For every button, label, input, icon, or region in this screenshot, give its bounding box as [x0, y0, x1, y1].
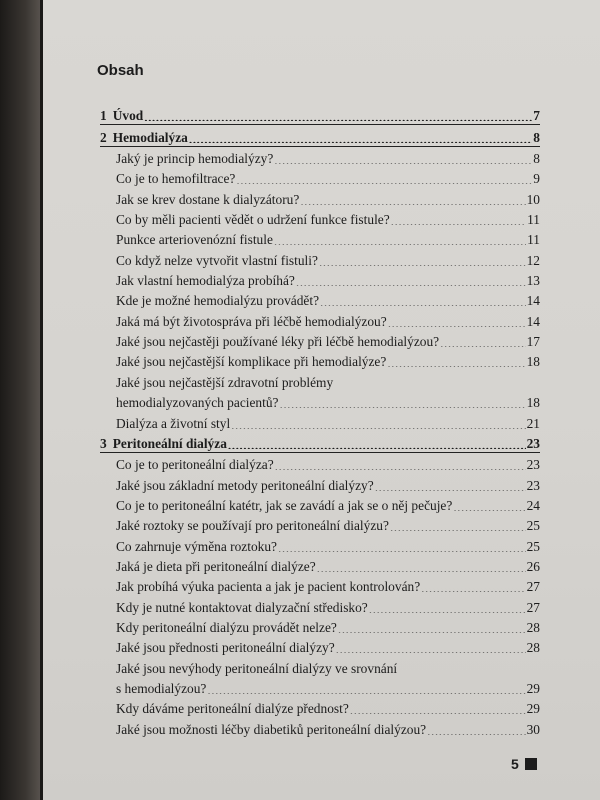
dot-leader: [421, 581, 525, 592]
toc-page-number: 27: [526, 599, 540, 615]
dot-leader: [320, 295, 526, 306]
toc-entry-title: Úvod: [112, 108, 144, 124]
toc-entry-title: Hemodialýza: [112, 129, 188, 145]
toc-entry-title: Jaká je dieta při peritoneální dialýze?: [116, 558, 316, 574]
document-page: [43, 0, 600, 800]
toc-page-number: 12: [526, 252, 540, 268]
toc-entry: [100, 595, 540, 615]
toc-page-number: 26: [526, 558, 540, 574]
toc-page-number: 29: [526, 680, 540, 696]
toc-page-number: 10: [526, 191, 540, 207]
toc-page-number: 21: [526, 415, 540, 431]
toc-entry: [100, 555, 540, 575]
toc-page-number: 25: [526, 518, 540, 534]
toc-entry: [100, 350, 540, 370]
toc-entry: [100, 330, 540, 350]
toc-entry-title: Kdy peritoneální dialýzu provádět nelze?: [116, 619, 337, 635]
toc-entry: [100, 697, 540, 717]
toc-page-number: 27: [526, 579, 540, 595]
toc-entry-title: Jak se krev dostane k dialyzátoru?: [116, 191, 300, 207]
page-title: Obsah: [97, 62, 144, 79]
dot-leader: [388, 316, 526, 327]
toc-entry-title: Jaké roztoky se používají pro peritoneální dialýzu?: [116, 518, 389, 534]
toc-entry: [100, 208, 540, 228]
toc-entry-title: Jaké jsou nejčastěji používané léky při léčbě hemodialýzou?: [116, 334, 440, 350]
dot-leader: [440, 336, 525, 347]
dot-leader: [427, 724, 525, 735]
page-number: 5: [511, 756, 519, 772]
dot-leader: [391, 214, 526, 225]
toc-chapter-entry: [100, 104, 540, 124]
toc-entry-title: Jak vlastní hemodialýza probíhá?: [116, 273, 295, 289]
toc-entry: [100, 636, 540, 656]
toc-page-number: 28: [526, 640, 540, 656]
toc-entry: [100, 534, 540, 554]
dot-leader: [144, 110, 532, 121]
dot-leader: [279, 397, 525, 408]
toc-entry-title: Jaké jsou možnosti léčby diabetiků peritoneální dialýzou?: [116, 721, 427, 737]
toc-entry: [100, 575, 540, 595]
dot-leader: [231, 418, 525, 429]
toc-entry-title: Kdy dáváme peritoneální dialýze přednost?: [116, 701, 349, 717]
toc-entry-title: Co je to hemofiltrace?: [116, 171, 236, 187]
toc-page-number: 24: [526, 497, 540, 513]
toc-entry-title-line: Jaké jsou nevýhody peritoneální dialýzy ve srovnání: [116, 660, 398, 676]
toc-page-number: 9: [533, 171, 540, 187]
toc-entry: [100, 167, 540, 187]
dot-leader: [236, 173, 532, 184]
toc-page-number: 14: [526, 313, 540, 329]
toc-entry: [100, 411, 540, 431]
toc-entry-title: Jaké jsou základní metody peritoneální dialýzy?: [116, 477, 374, 493]
toc-entry: [100, 248, 540, 268]
toc-entry-title: Kde je možné hemodialýzu provádět?: [116, 293, 320, 309]
toc-page-number: 14: [526, 293, 540, 309]
toc-entry-title: Kdy je nutné kontaktovat dialyzační středisko?: [116, 599, 368, 615]
toc-entry-title: Punkce arteriovenózní fistule: [116, 232, 273, 248]
page-footer: [511, 756, 537, 772]
toc-entry: [100, 453, 540, 473]
chapter-number: 1: [100, 108, 107, 124]
toc-entry-title: Jaký je princip hemodialýzy?: [116, 151, 274, 167]
toc-page-number: 25: [526, 538, 540, 554]
toc-entry-title: hemodialyzovaných pacientů?: [116, 395, 279, 411]
toc-entry: [100, 228, 540, 248]
toc-entry: [100, 147, 540, 167]
dot-leader: [274, 153, 532, 164]
toc-entry: [100, 473, 540, 493]
dot-leader: [278, 541, 526, 552]
toc-entry: [100, 187, 540, 207]
toc-page-number: 28: [526, 619, 540, 635]
toc-page-number: 23: [526, 457, 540, 473]
toc-page-number: 18: [526, 395, 540, 411]
toc-entry-title: Co když nelze vytvořit vlastní fistuli?: [116, 252, 318, 268]
toc-entry-title: Co je to peritoneální katétr, jak se zavádí a jak se o něj pečuje?: [116, 497, 453, 513]
dot-leader: [228, 438, 526, 449]
toc-page-number: 17: [526, 334, 540, 350]
dot-leader: [275, 459, 526, 470]
dot-leader: [375, 480, 526, 491]
dot-leader: [189, 132, 532, 143]
toc-page-number: 11: [527, 232, 540, 248]
toc-entry: [100, 514, 540, 534]
dot-leader: [390, 520, 526, 531]
toc-page-number: 11: [527, 212, 540, 228]
toc-entry-title: s hemodialýzou?: [116, 680, 207, 696]
toc-entry: [100, 717, 540, 737]
dot-leader: [336, 642, 526, 653]
toc-chapter-entry: [100, 125, 540, 145]
toc-page-number: 30: [526, 721, 540, 737]
toc-page-number: 23: [526, 435, 540, 451]
toc-entry: [100, 289, 540, 309]
chapter-number: 2: [100, 129, 107, 145]
dot-leader: [274, 234, 526, 245]
black-square-icon: [525, 758, 537, 770]
toc-entry: [100, 269, 540, 289]
adjacent-page-edge: [0, 0, 42, 800]
dot-leader: [319, 255, 526, 266]
toc-page-number: 8: [533, 129, 540, 145]
toc-entry-title: Co je to peritoneální dialýza?: [116, 457, 274, 473]
toc-entry-title: Jaké jsou nejčastější komplikace při hemodialýze?: [116, 354, 387, 370]
dot-leader: [300, 194, 525, 205]
dot-leader: [338, 622, 526, 633]
toc-page-number: 13: [526, 273, 540, 289]
toc-entry-title: Jak probíhá výuka pacienta a jak je pacient kontrolován?: [116, 579, 421, 595]
toc-entry: [100, 494, 540, 514]
toc-entry: [100, 677, 540, 697]
dot-leader: [453, 500, 525, 511]
dot-leader: [369, 602, 526, 613]
chapter-number: 3: [100, 435, 107, 451]
dot-leader: [350, 703, 526, 714]
toc-entry-title: Jaká má být životospráva při léčbě hemodialýzou?: [116, 313, 387, 329]
toc-entry-title: Co zahrnuje výměna roztoku?: [116, 538, 278, 554]
toc-entry-title: Jaké jsou přednosti peritoneální dialýzy?: [116, 640, 335, 656]
toc-page-number: 18: [526, 354, 540, 370]
toc-page-number: 8: [533, 151, 540, 167]
toc-entry-title: Co by měli pacienti vědět o udržení funkce fistule?: [116, 212, 390, 228]
dot-leader: [317, 561, 526, 572]
toc-entry: [100, 309, 540, 329]
dot-leader: [296, 275, 526, 286]
dot-leader: [387, 356, 525, 367]
toc-entry: [100, 391, 540, 411]
toc-chapter-entry: [100, 432, 540, 452]
toc-page-number: 23: [526, 477, 540, 493]
toc-page-number: 7: [533, 108, 540, 124]
toc-entry-title: Dialýza a životní styl: [116, 415, 231, 431]
dot-leader: [207, 683, 525, 694]
toc-page-number: 29: [526, 701, 540, 717]
toc-entry: [100, 616, 540, 636]
toc-entry-title-line: Jaké jsou nejčastější zdravotní problémy: [116, 374, 334, 390]
toc-entry-title: Peritoneální dialýza: [112, 435, 227, 451]
table-of-contents: [100, 104, 540, 738]
